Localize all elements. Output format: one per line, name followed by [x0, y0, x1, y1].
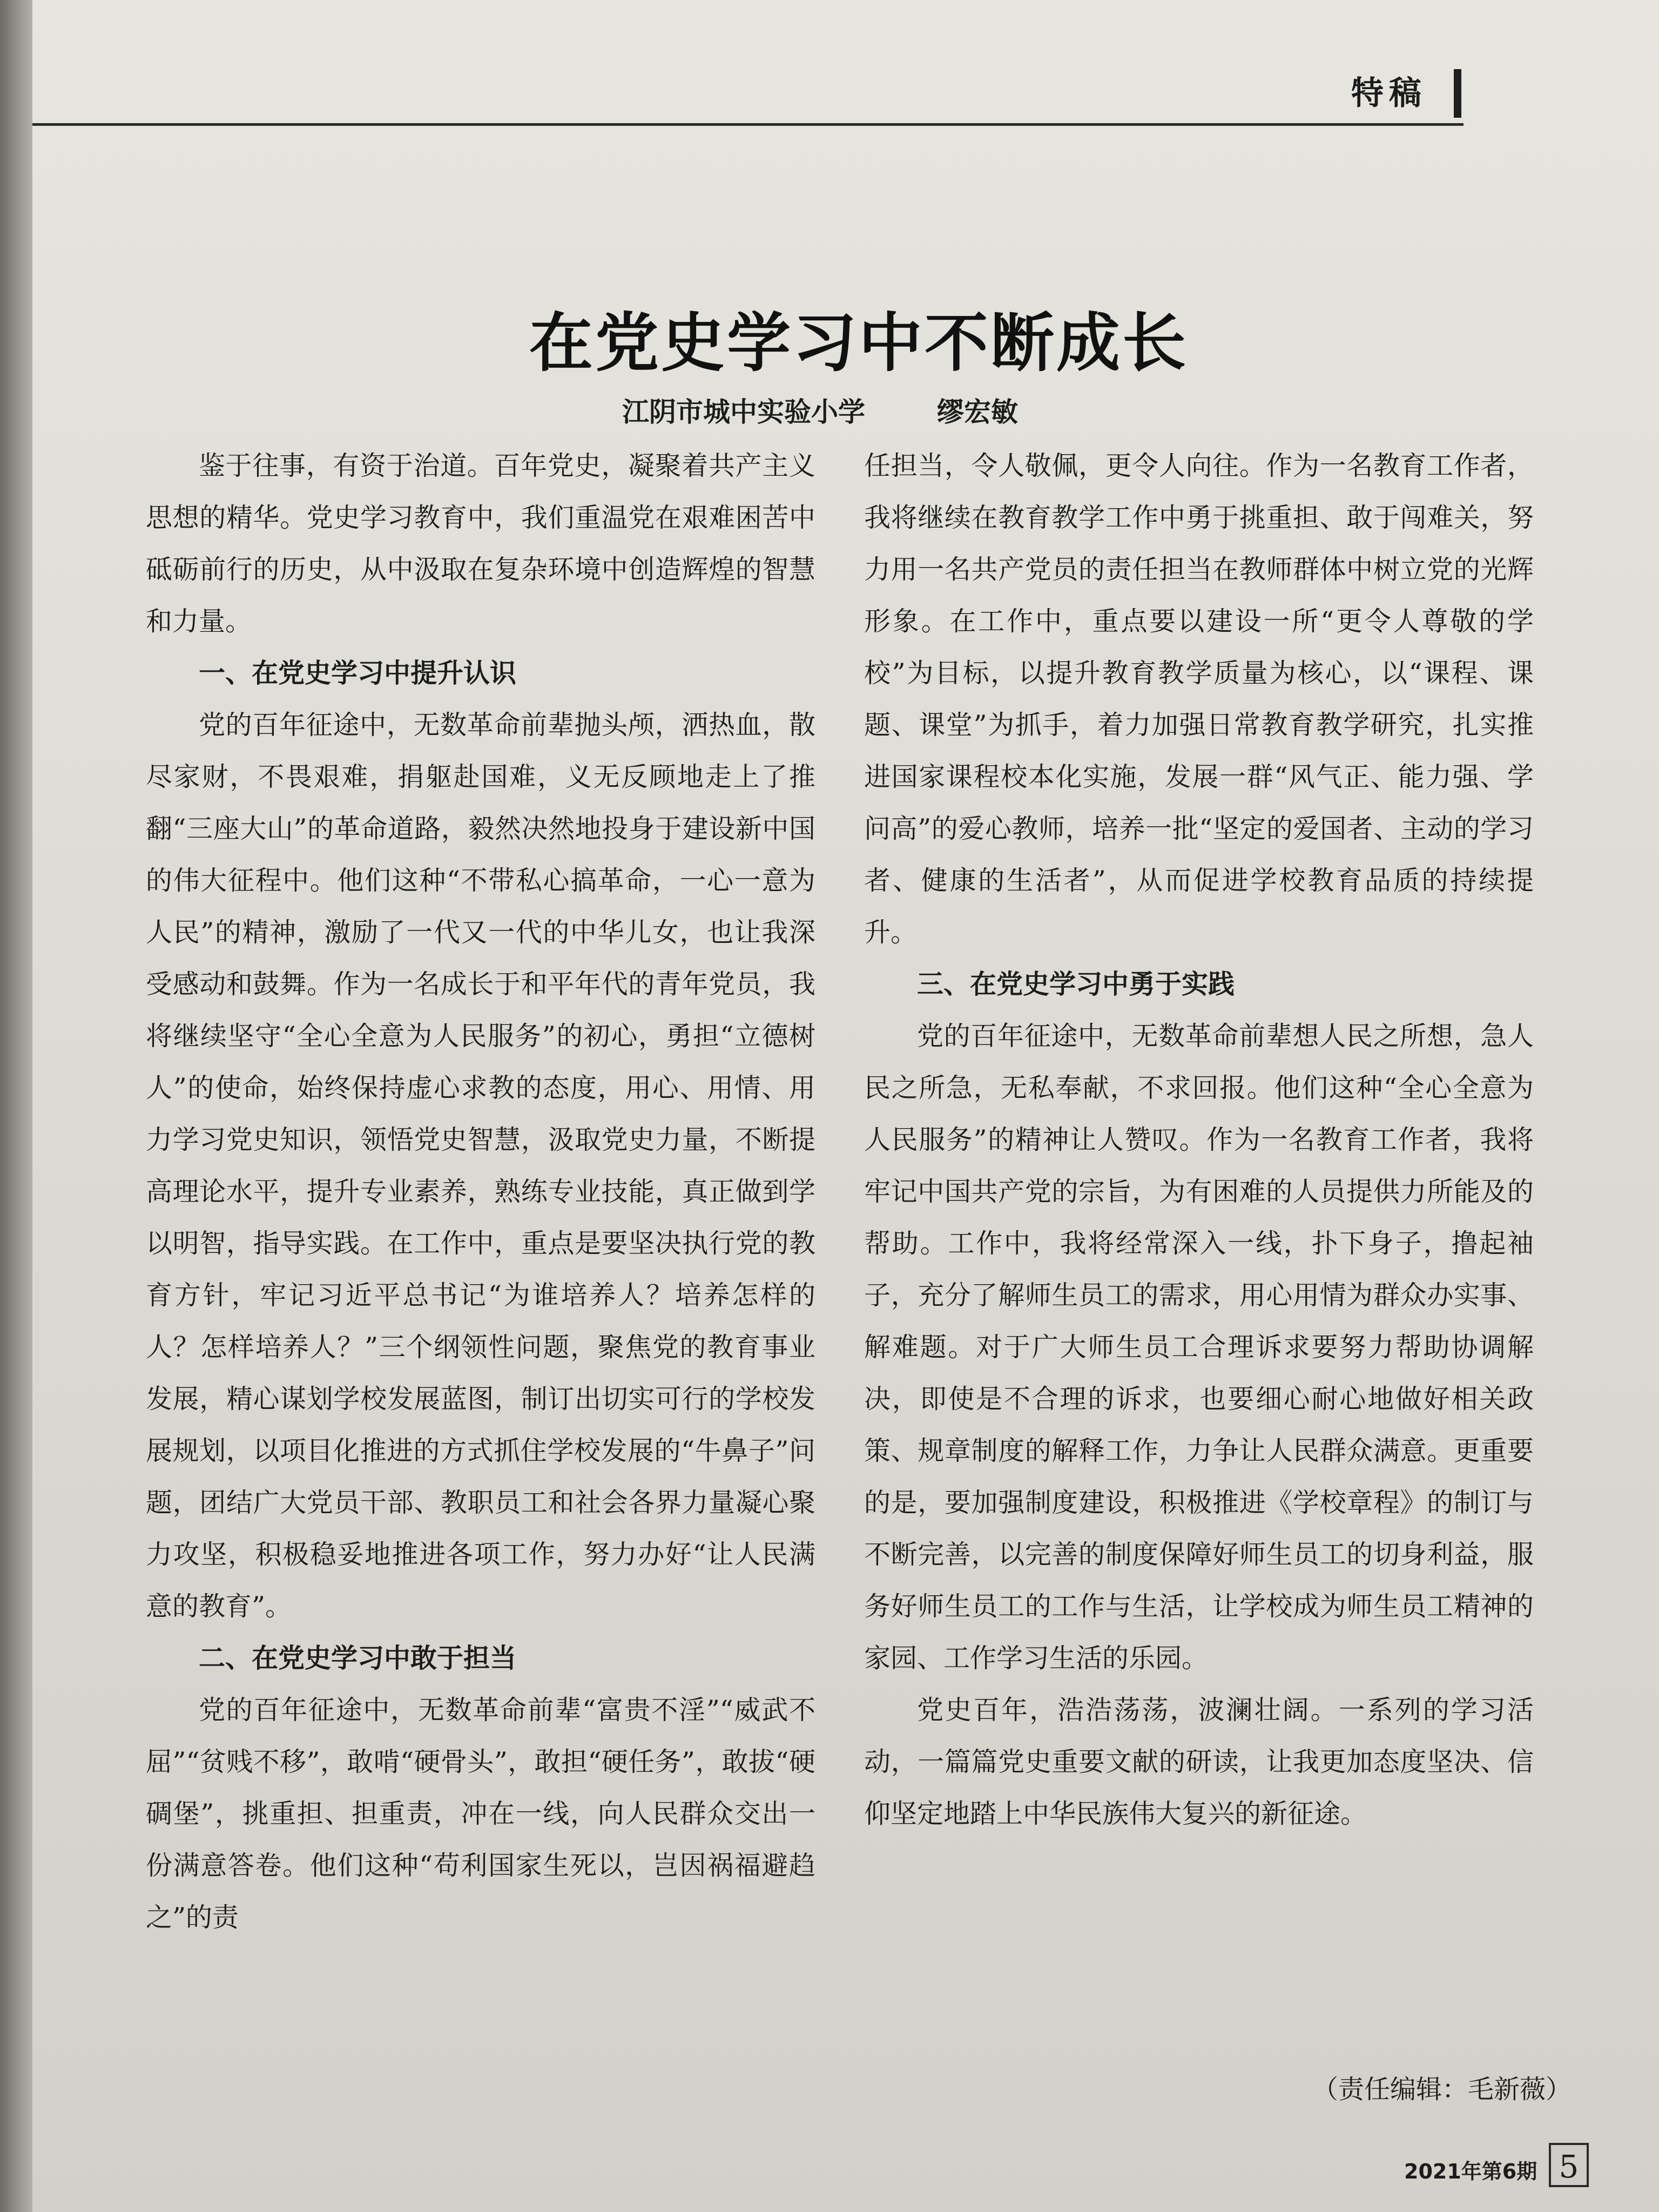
paragraph-section-1: 党的百年征途中，无数革命前辈抛头颅，洒热血，散尽家财，不畏艰难，捐躯赴国难，义无反顾地走上了推翻“三座大山”的革命道路，毅然决然地投身于建设新中国的伟大征程中。他们这种“不带私心搞革命，一心一意为人民”的精神，激励了一代又一代的中华儿女，也让我深受感动和鼓舞。作为一名成长于和平年代的青年党员，我将继续坚守“全心全意为人民服务”的初心，勇担“立德树人”的使命，始终保持虚心求教的态度，用心、用情、用力学习党史知识，领悟党史智慧，汲取党史力量，不断提高理论水平，提升专业素养，熟练专业技能，真正做到学以明智，指导实践。在工作中，重点是要坚决执行党的教育方针，牢记习近平总书记“为谁培养人？培养怎样的人？怎样培养人？”三个纲领性问题，聚焦党的教育事业发展，精心谋划学校发展蓝图，制订出切实可行的学校发展规划，以项目化推进的方式抓住学校发展的“牛鼻子”问题，团结广大党员干部、教职员工和社会各界力量凝心聚力攻坚，积极稳妥地推进各项工作，努力办好“让人民满意的教育”。 [146, 710, 815, 1622]
page-number: 5 [1549, 2143, 1589, 2187]
section-label: 特稿 [1351, 75, 1427, 112]
right-column [864, 440, 1534, 1840]
section-heading-1: 一、在党史学习中提升认识 [199, 658, 517, 689]
author-organization: 江阴市城中实验小学 [622, 396, 865, 428]
author-name: 缪宏敏 [937, 396, 1018, 428]
section-bar [1454, 69, 1461, 118]
paragraph-intro: 鉴于往事，有资于治道。百年党史，凝聚着共产主义思想的精华。党史学习教育中，我们重温党在艰难困苦中砥砺前行的历史，从中汲取在复杂环境中创造辉煌的智慧和力量。 [146, 450, 815, 637]
paragraph-section-2-start: 党的百年征途中，无数革命前辈“富贵不淫”“威武不屈”“贫贱不移”，敢啃“硬骨头”，敢担“硬任务”，敢拔“硬碉堡”，挑重担、担重责，冲在一线，向人民群众交出一份满意答卷。他们这种“苟利国家生死以，岂因祸福避趋之”的责 [146, 1695, 815, 1933]
responsible-editor: （责任编辑：毛新薇） [1312, 2074, 1572, 2105]
article-title: 在党史学习中不断成长 [529, 305, 1188, 380]
issue-label: 2021年第6期 [1404, 2160, 1537, 2183]
header-rule [32, 123, 1464, 126]
magazine-page [32, 0, 1659, 2212]
section-heading-3: 三、在党史学习中勇于实践 [917, 969, 1235, 1000]
paragraph-section-2-cont: 任担当，令人敬佩，更令人向往。作为一名教育工作者，我将继续在教育教学工作中勇于挑重担、敢于闯难关，努力用一名共产党员的责任担当在教师群体中树立党的光辉形象。在工作中，重点要以建设一所“更令人尊敬的学校”为目标，以提升教育教学质量为核心，以“课程、课题、课堂”为抓手，着力加强日常教育教学研究，扎实推进国家课程校本化实施，发展一群“风气正、能力强、学问高”的爱心教师，培养一批“坚定的爱国者、主动的学习者、健康的生活者”，从而促进学校教育品质的持续提升。 [864, 450, 1534, 948]
section-heading-2: 二、在党史学习中敢于担当 [199, 1643, 517, 1674]
paragraph-conclusion: 党史百年，浩浩荡荡，波澜壮阔。一系列的学习活动，一篇篇党史重要文献的研读，让我更加态度坚决、信仰坚定地踏上中华民族伟大复兴的新征途。 [864, 1695, 1534, 1829]
left-column [146, 440, 815, 1944]
paragraph-section-3: 党的百年征途中，无数革命前辈想人民之所想，急人民之所急，无私奉献，不求回报。他们这种“全心全意为人民服务”的精神让人赞叹。作为一名教育工作者，我将牢记中国共产党的宗旨，为有困难的人员提供力所能及的帮助。工作中，我将经常深入一线，扑下身子，撸起袖子，充分了解师生员工的需求，用心用情为群众办实事、解难题。对于广大师生员工合理诉求要努力帮助协调解决，即使是不合理的诉求，也要细心耐心地做好相关政策、规章制度的解释工作，力争让人民群众满意。更重要的是，要加强制度建设，积极推进《学校章程》的制订与不断完善，以完善的制度保障好师生员工的切身利益，服务好师生员工的工作与生活，让学校成为师生员工精神的家园、工作学习生活的乐园。 [864, 1021, 1534, 1674]
